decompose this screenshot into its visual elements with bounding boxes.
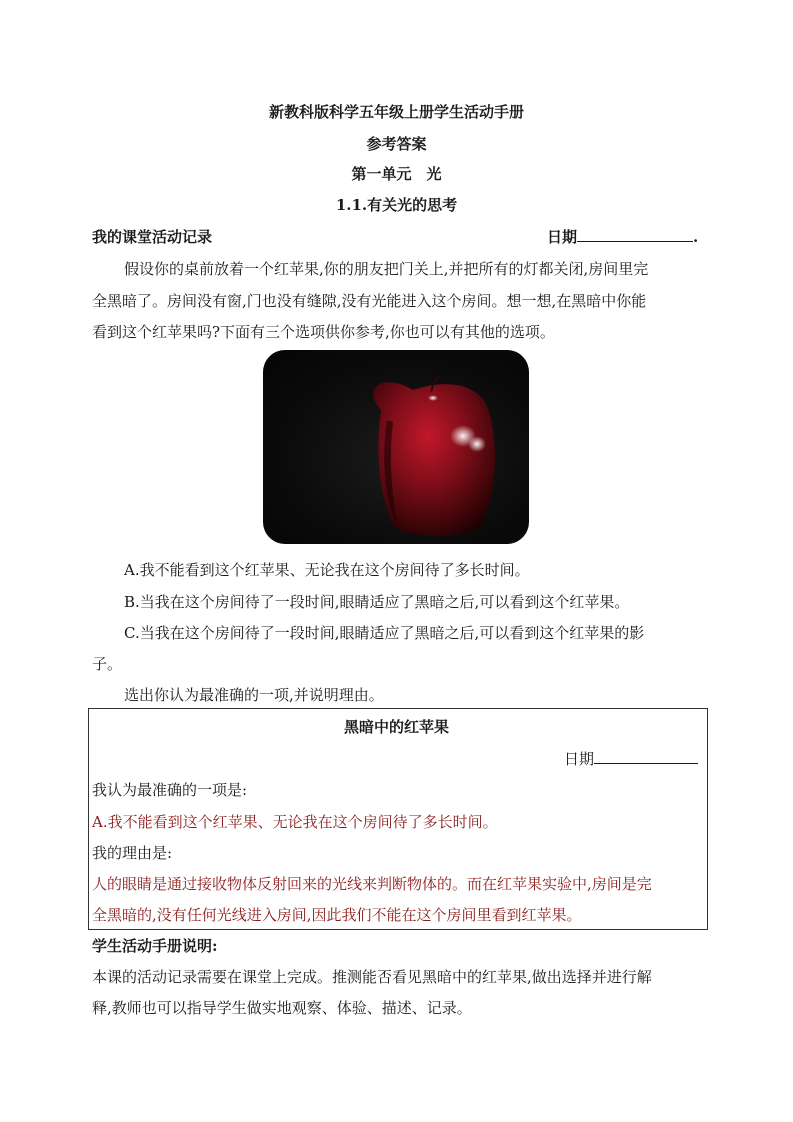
instruction-text: 选出你认为最准确的一项,并说明理由。 — [124, 686, 384, 704]
choice-label: 我认为最准确的一项是: — [92, 781, 248, 799]
document-subtitle: 参考答案 — [366, 135, 427, 153]
answer-box-date — [564, 748, 698, 769]
option-b: B.当我在这个房间待了一段时间,眼睛适应了黑暗之后,可以看到这个红苹果。 — [124, 593, 630, 611]
intro-line-1: 假设你的桌前放着一个红苹果,你的朋友把门关上,并把所有的灯都关闭,房间里完 — [124, 260, 649, 278]
option-c: C.当我在这个房间待了一段时间,眼睛适应了黑暗之后,可以看到这个红苹果的影 — [124, 624, 645, 642]
option-c-continued: 子。 — [92, 655, 123, 673]
date-label: 日期 — [547, 228, 578, 246]
option-a: A.我不能看到这个红苹果、无论我在这个房间待了多长时间。 — [124, 561, 530, 579]
intro-line-3: 看到这个红苹果吗?下面有三个选项供你参考,你也可以有其他的选项。 — [92, 323, 555, 341]
record-date: 日期 . — [547, 228, 699, 246]
notes-line-2: 释,教师也可以指导学生做实地观察、体验、描述、记录。 — [92, 999, 472, 1017]
record-heading: 我的课堂活动记录 — [92, 228, 213, 246]
reason-line-1: 人的眼睛是通过接收物体反射回来的光线来判断物体的。而在红苹果实验中,房间是完 — [92, 875, 652, 893]
reason-label: 我的理由是: — [92, 844, 173, 862]
lesson-heading: 1.1.有关光的思考 — [335, 196, 458, 214]
date-blank[interactable] — [577, 227, 693, 242]
intro-line-2: 全黑暗了。房间没有窗,门也没有缝隙,没有光能进入这个房间。想一想,在黑暗中你能 — [92, 292, 647, 310]
answer-box-title: 黑暗中的红苹果 — [343, 718, 449, 736]
notes-line-1: 本课的活动记录需要在课堂上完成。推测能否看见黑暗中的红苹果,做出选择并进行解 — [92, 968, 652, 986]
red-apple-photo — [263, 350, 529, 544]
notes-heading: 学生活动手册说明: — [92, 937, 218, 955]
answer-date-blank[interactable] — [594, 749, 698, 764]
unit-heading: 第一单元 光 — [351, 165, 442, 183]
choice-answer: A.我不能看到这个红苹果、无论我在这个房间待了多长时间。 — [92, 813, 498, 831]
apple-icon — [263, 350, 529, 544]
answer-date-label: 日期 — [564, 750, 595, 768]
document-title: 新教科版科学五年级上册学生活动手册 — [268, 103, 524, 121]
reason-line-2: 全黑暗的,没有任何光线进入房间,因此我们不能在这个房间里看到红苹果。 — [92, 906, 582, 924]
